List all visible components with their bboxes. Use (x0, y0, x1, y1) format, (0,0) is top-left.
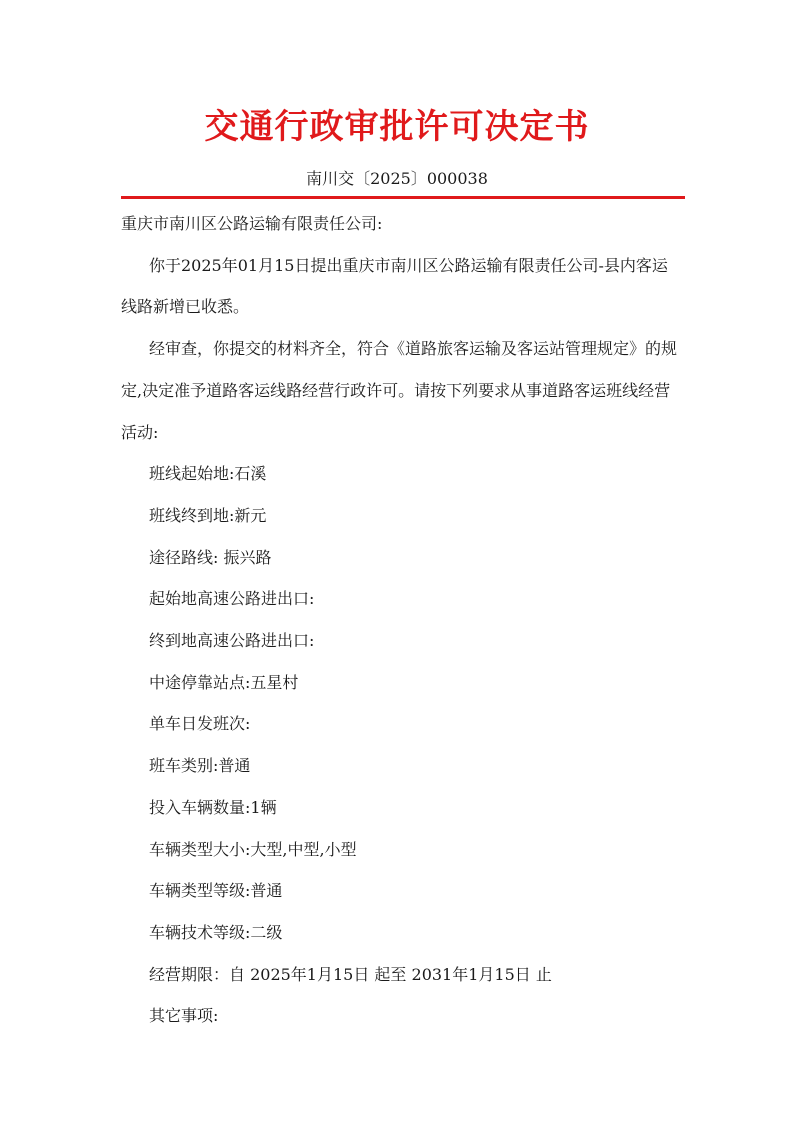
item-vehicle-size: 车辆类型大小:大型,中型,小型 (149, 839, 357, 859)
item-daily-departures: 单车日发班次: (149, 714, 251, 734)
red-divider (121, 196, 685, 199)
item-end-highway-exit: 终到地高速公路进出口: (149, 631, 315, 651)
addressee: 重庆市南川区公路运输有限责任公司: (121, 214, 383, 233)
document-title: 交通行政审批许可决定书 (204, 107, 590, 147)
review-paragraph: 经审查，你提交的材料齐全，符合《道路旅客运输及客运站管理规定》的规定,决定准予道路客运线路经营行政许可。请按下列要求从事道路客运班线经营活动: (121, 339, 678, 442)
item-route: 途径路线: 振兴路 (149, 547, 272, 567)
item-start-location: 班线起始地:石溪 (149, 464, 267, 484)
item-intermediate-stops: 中途停靠站点:五星村 (149, 672, 299, 692)
item-technical-grade: 车辆技术等级:二级 (149, 922, 283, 942)
item-end-location: 班线终到地:新元 (149, 505, 267, 525)
application-paragraph: 你于2025年01月15日提出重庆市南川区公路运输有限责任公司-县内客运线路新增已收悉。 (121, 255, 668, 317)
item-bus-category: 班车类别:普通 (149, 756, 251, 776)
document-number: 南川交〔2025〕000038 (306, 169, 488, 188)
item-other-matters: 其它事项: (149, 1006, 219, 1026)
item-vehicle-count: 投入车辆数量:1辆 (149, 797, 277, 817)
item-start-highway-exit: 起始地高速公路进出口: (149, 589, 315, 609)
item-operating-period: 经营期限：自 2025年1月15日 起至 2031年1月15日 止 (149, 964, 552, 984)
document-body (121, 203, 677, 1037)
item-vehicle-grade: 车辆类型等级:普通 (149, 881, 283, 901)
